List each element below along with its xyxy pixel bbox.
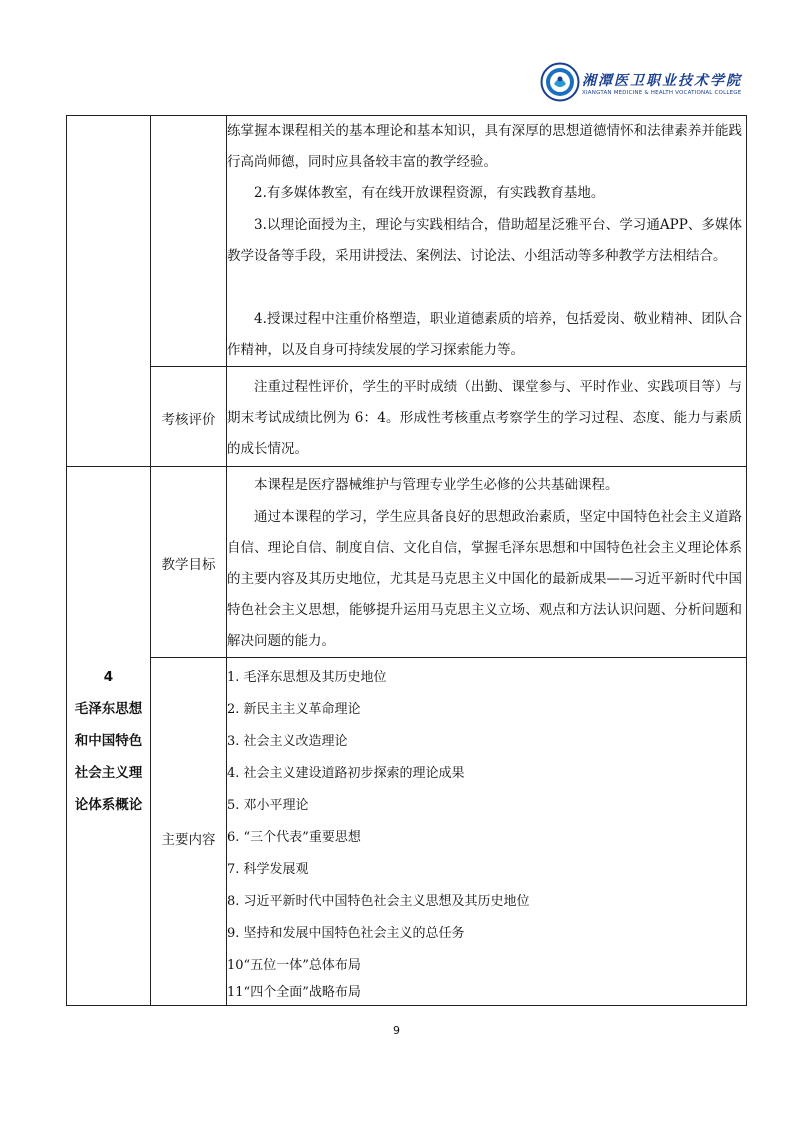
row-divider <box>150 366 747 367</box>
content-item: 9. 坚持和发展中国特色社会主义的总任务 <box>227 926 465 941</box>
content-item: 5. 邓小平理论 <box>227 798 309 813</box>
course-title-line: 论体系概论 <box>74 797 143 813</box>
row-divider <box>150 657 747 658</box>
content-item: 10“五位一体”总体布局 <box>227 958 361 973</box>
page-number: 9 <box>393 1024 400 1037</box>
content-item: 2. 新民主主义革命理论 <box>227 702 361 717</box>
course-title-line: 毛泽东思想 <box>74 701 143 717</box>
school-name: 湘潭医卫职业技术学院 <box>582 73 742 89</box>
content-label: 主要内容 <box>161 832 216 848</box>
content-item: 11“四个全面”战略布局 <box>227 985 361 1000</box>
objectives-label: 教学目标 <box>161 557 216 573</box>
school-seal-icon <box>540 62 580 102</box>
assessment-text: 注重过程性评价，学生的平时成绩（出勤、课堂参与、平时作业、实践项目等）与期末考试成绩比例为 6：4。形成性考核重点考察学生的学习过程、态度、能力与素质的成长情况。 <box>227 379 742 457</box>
requirement-item: 3.以理论面授为主，理论与实践相结合，借助超星泛雅平台、学习通APP、多媒体教学设备等手段，采用讲授法、案例法、讨论法、小组活动等多种教学方法相结合。 <box>227 217 742 264</box>
content-item: 7. 科学发展观 <box>227 862 309 877</box>
content-item: 4. 社会主义建设道路初步探索的理论成果 <box>227 766 465 781</box>
requirement-item: 4.授课过程中注重价格塑造，职业道德素质的培养，包括爱岗、敬业精神、团队合作精神，以及自身可持续发展的学习探索能力等。 <box>227 311 742 358</box>
content-item: 3. 社会主义改造理论 <box>227 734 348 749</box>
content-item: 6. “三个代表”重要思想 <box>227 830 361 845</box>
school-name-english: XIANGTAN MEDICINE & HEALTH VOCATIONAL COLLEGE <box>582 90 742 96</box>
objectives-paragraph: 本课程是医疗器械维护与管理专业学生必修的公共基础课程。 <box>254 477 619 493</box>
course-number: 4 <box>103 669 114 685</box>
school-logo <box>540 62 740 110</box>
content-item: 8. 习近平新时代中国特色社会主义思想及其历史地位 <box>227 894 530 909</box>
assessment-label: 考核评价 <box>161 412 216 428</box>
row-divider <box>67 466 747 467</box>
content-item: 1. 毛泽东思想及其历史地位 <box>227 670 387 685</box>
objectives-paragraph: 通过本课程的学习，学生应具备良好的思想政治素质，坚定中国特色社会主义道路自信、理论自信、制度自信、文化自信，掌握毛泽东思想和中国特色社会主义理论体系的主要内容及其历史地位，尤其是马克思主义中国化的最新成果——习近平新时代中国特色社会主义思想，能够提升运用马克思主义立场、观点和方法认识问题、分析问题和解决问题的能力。 <box>227 509 742 649</box>
course-title-line: 社会主义理 <box>74 765 143 781</box>
course-title-line: 和中国特色 <box>74 733 143 749</box>
requirement-item: 2.有多媒体教室，有在线开放课程资源，有实践教育基地。 <box>254 185 605 201</box>
requirements-continuation: 练掌握本课程相关的基本理论和基本知识，具有深厚的思想道德情怀和法律素养并能践行高尚师德，同时应具备较丰富的教学经验。 <box>227 123 742 170</box>
course-table <box>66 115 747 1006</box>
